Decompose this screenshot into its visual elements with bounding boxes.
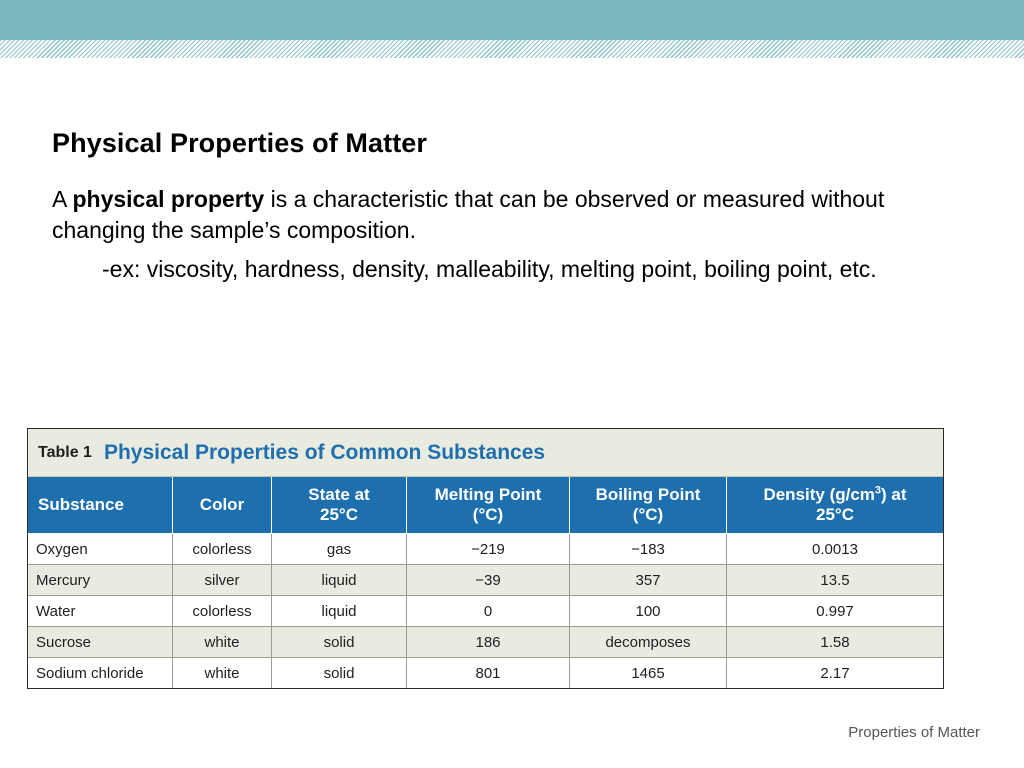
cell-substance: Sucrose bbox=[28, 627, 173, 658]
table-row bbox=[28, 658, 943, 689]
cell-state: liquid bbox=[272, 565, 407, 596]
cell-boiling: decomposes bbox=[570, 627, 727, 658]
cell-color: silver bbox=[173, 565, 272, 596]
header-melting-line1: Melting Point bbox=[434, 485, 542, 504]
cell-state: solid bbox=[272, 658, 407, 689]
table-title: Physical Properties of Common Substances bbox=[103, 440, 546, 464]
cell-state: solid bbox=[272, 627, 407, 658]
cell-density: 13.5 bbox=[727, 565, 944, 596]
header-state-line2: 25°C bbox=[320, 505, 358, 524]
cell-color: colorless bbox=[173, 596, 272, 627]
table-row bbox=[28, 534, 943, 565]
cell-density: 2.17 bbox=[727, 658, 944, 689]
header-state bbox=[272, 477, 407, 534]
slide-title: Physical Properties of Matter bbox=[52, 128, 428, 158]
header-boiling-line1: Boiling Point bbox=[595, 485, 701, 504]
header-color: Color bbox=[173, 477, 272, 534]
cell-boiling: 1465 bbox=[570, 658, 727, 689]
table-number: Table 1 bbox=[38, 443, 92, 461]
cell-melting: 186 bbox=[407, 627, 570, 658]
cell-state: gas bbox=[272, 534, 407, 565]
cell-melting: −39 bbox=[407, 565, 570, 596]
data-table bbox=[28, 477, 943, 688]
top-decorative-band bbox=[0, 0, 1024, 40]
header-density-sup: 3 bbox=[874, 484, 882, 497]
cell-boiling: 100 bbox=[570, 596, 727, 627]
cell-density: 0.0013 bbox=[727, 534, 944, 565]
header-density-pre: Density (g/cm bbox=[763, 485, 875, 504]
cell-substance: Mercury bbox=[28, 565, 173, 596]
header-density-post: ) at bbox=[881, 485, 907, 504]
header-melting-line2: (°C) bbox=[472, 505, 504, 524]
cell-color: white bbox=[173, 658, 272, 689]
cell-melting: −219 bbox=[407, 534, 570, 565]
cell-substance: Oxygen bbox=[28, 534, 173, 565]
definition-rest: is a characteristic that can be observed or measured without changing the sample’s composition. bbox=[52, 186, 885, 243]
header-melting-point bbox=[407, 477, 570, 534]
table-caption bbox=[28, 429, 943, 477]
header-boiling-line2: (°C) bbox=[632, 505, 664, 524]
cell-boiling: 357 bbox=[570, 565, 727, 596]
header-density-line2: 25°C bbox=[816, 505, 854, 524]
properties-table bbox=[27, 428, 944, 689]
cell-substance: Water bbox=[28, 596, 173, 627]
header-density bbox=[727, 477, 944, 534]
cell-density: 1.58 bbox=[727, 627, 944, 658]
cell-color: white bbox=[173, 627, 272, 658]
table-header-row bbox=[28, 477, 943, 534]
cell-state: liquid bbox=[272, 596, 407, 627]
header-substance: Substance bbox=[28, 477, 173, 534]
definition-prefix: A bbox=[52, 186, 73, 212]
table-row bbox=[28, 627, 943, 658]
definition-term: physical property bbox=[72, 186, 265, 212]
table-row bbox=[28, 596, 943, 627]
cell-density: 0.997 bbox=[727, 596, 944, 627]
cell-melting: 0 bbox=[407, 596, 570, 627]
cell-substance: Sodium chloride bbox=[28, 658, 173, 689]
cell-boiling: −183 bbox=[570, 534, 727, 565]
definition-paragraph bbox=[52, 184, 952, 246]
cell-color: colorless bbox=[173, 534, 272, 565]
examples-line: -ex: viscosity, hardness, density, malleability, melting point, boiling point, etc. bbox=[102, 256, 877, 282]
top-hatch-stripe bbox=[0, 40, 1024, 58]
header-boiling-point bbox=[570, 477, 727, 534]
slide-footer: Properties of Matter bbox=[848, 724, 980, 741]
table-row bbox=[28, 565, 943, 596]
header-state-line1: State at bbox=[308, 485, 370, 504]
cell-melting: 801 bbox=[407, 658, 570, 689]
